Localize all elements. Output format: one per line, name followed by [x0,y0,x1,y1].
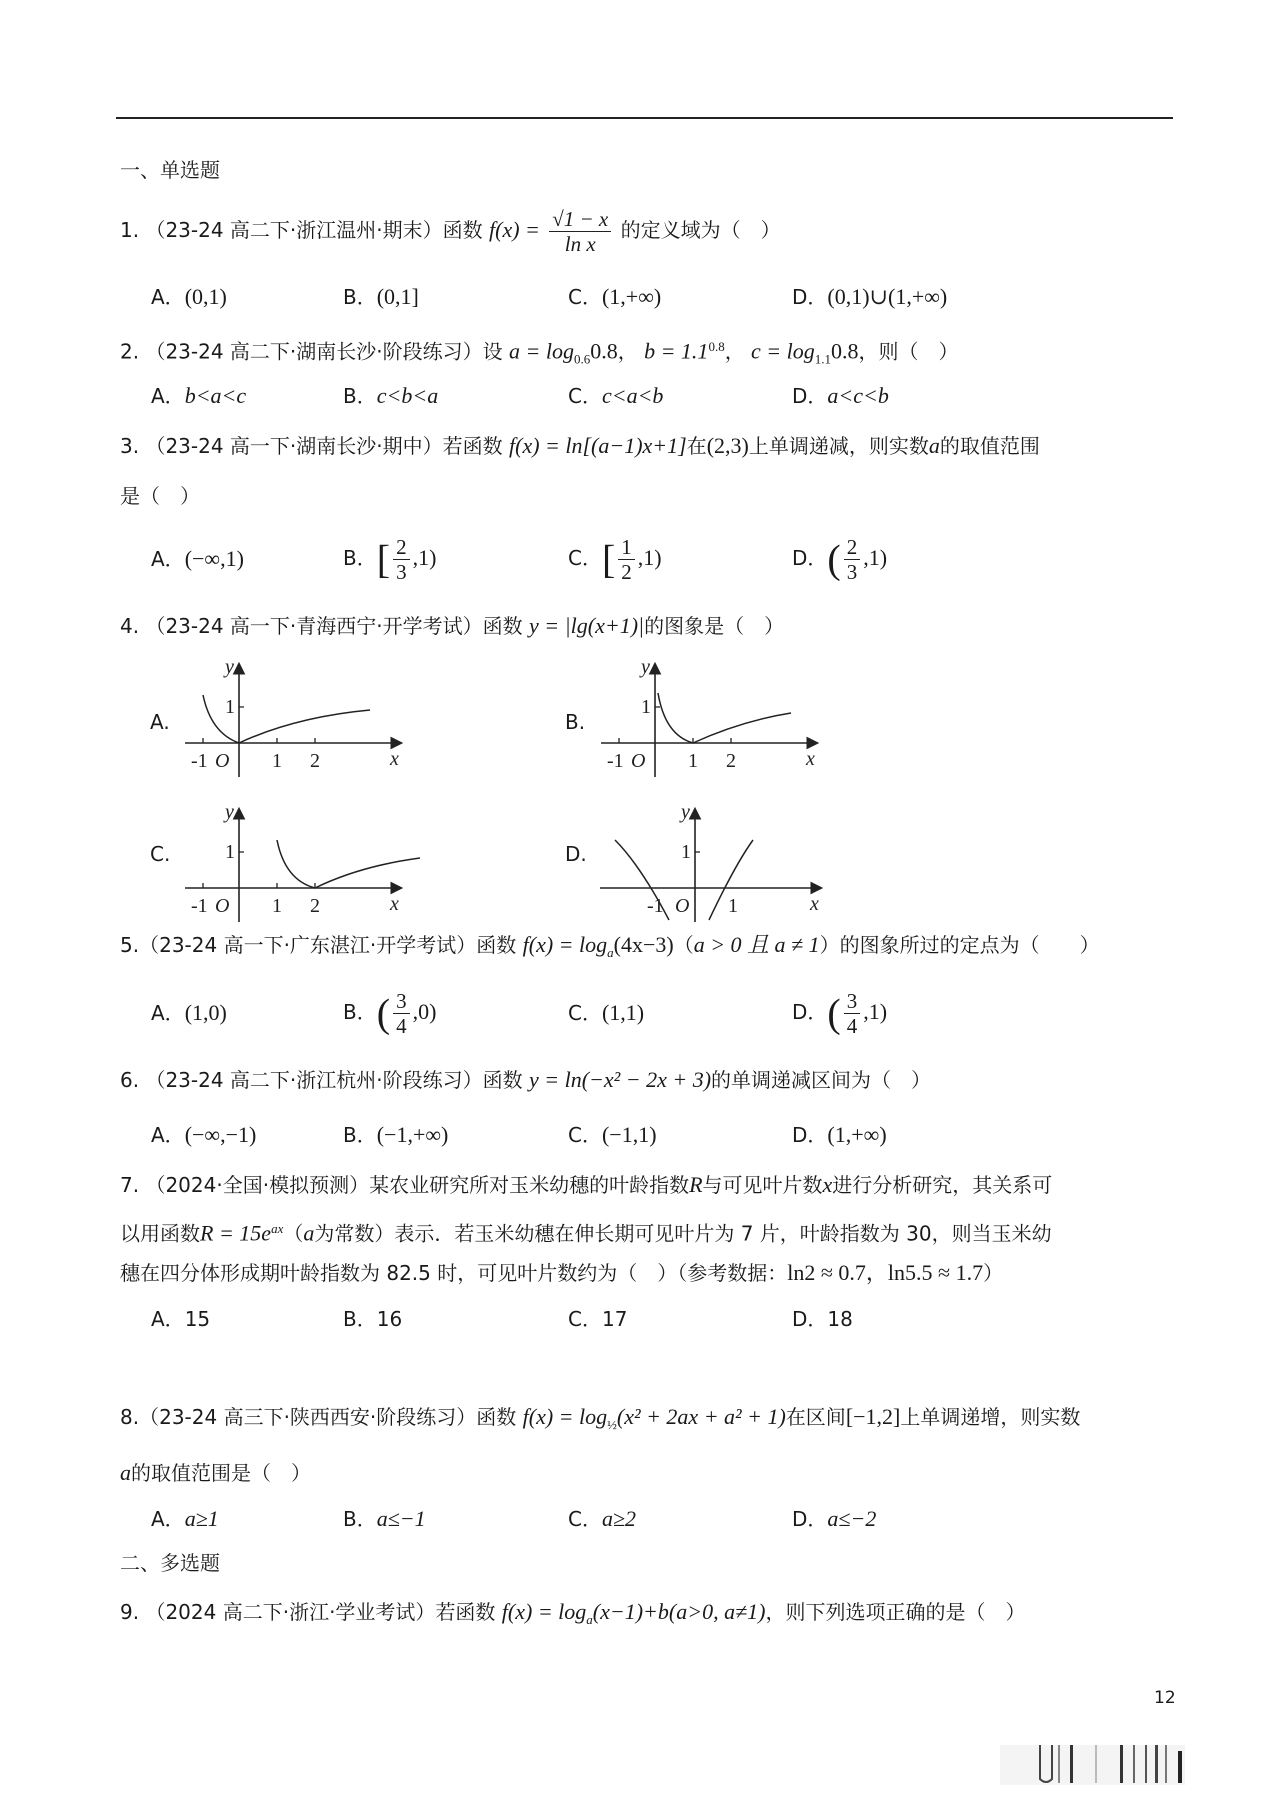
q-text: 的取值范围是（ ） [131,1461,311,1485]
q-text: 若函数 [435,1600,496,1624]
option-c[interactable]: C．(1,1) [568,1000,645,1025]
svg-text:-1: -1 [647,895,664,917]
question-9 [120,1598,1025,1634]
option-b[interactable]: B．(−1,+∞) [343,1122,449,1147]
q-text: 函数 [442,218,483,242]
svg-text:O: O [215,750,230,772]
option-c[interactable]: C．c<a<b [568,383,664,408]
question-4 [120,612,784,640]
math: f(x) = log [522,932,608,957]
svg-text:x: x [390,748,399,770]
svg-text:1: 1 [728,895,738,917]
svg-text:O: O [675,895,690,917]
q-source: （23-24 高一下·广东湛江·开学考试） [139,933,477,957]
fraction [549,207,611,256]
option-a[interactable]: A．15 [151,1307,211,1331]
svg-text:x: x [806,748,815,770]
svg-text:y: y [681,801,690,823]
question-7 [120,1171,1052,1199]
graph-c-label[interactable]: C. [150,842,171,866]
q-text: 为常数）表示．若玉米幼穗在伸长期可见叶片为 7 片，叶龄指数为 30，则当玉米幼 [314,1221,1052,1246]
svg-text:y: y [641,656,650,678]
graph-b-label[interactable]: B. [565,710,586,734]
q-number: 6. [120,1068,140,1092]
svg-text:1: 1 [641,696,651,718]
question-8 [120,1403,1080,1439]
q-source: （2024 高二下·浙江·学业考试） [145,1600,436,1624]
svg-text:1: 1 [272,750,282,772]
math: [−1,2] [845,1404,901,1429]
q-source: （23-24 高二下·浙江杭州·阶段练习） [145,1068,483,1092]
math-sup: ax [271,1221,284,1236]
q-number: 7. [120,1173,140,1197]
q-text: 以用函数 [120,1221,200,1246]
q-source: （23-24 高一下·青海西宁·开学考试） [145,614,483,638]
question-5 [120,931,1100,967]
graph-d[interactable] [595,800,835,925]
svg-text:y: y [225,801,234,823]
math: (x² + 2ax + a² + 1) [616,1404,786,1429]
q-text: ）的图象所过的定点为（ ） [819,933,1100,957]
option-b[interactable]: B．16 [343,1307,403,1331]
math-sub: a [586,1612,593,1627]
option-d[interactable]: D．( $\frac{3}{4}$ ,1) [792,989,888,1038]
question-6 [120,1066,931,1094]
option-c[interactable]: C．(−1,1) [568,1122,657,1147]
svg-text:2: 2 [726,750,736,772]
curve [658,693,791,743]
option-a[interactable]: A．a≥1 [151,1506,219,1531]
svg-text:y: y [225,656,234,678]
section-heading-single-choice: 一、单选题 [120,158,220,182]
math: 0.8 [590,338,618,364]
svg-text:2: 2 [310,895,320,917]
question-3 [120,432,1040,460]
svg-text:x: x [810,893,819,915]
option-b[interactable]: B．c<b<a [343,383,439,408]
q-number: 9. [120,1600,140,1624]
math: f(x) = log [501,1599,587,1624]
graph-d-label[interactable]: D. [565,842,587,866]
svg-text:1: 1 [225,841,235,863]
option-d[interactable]: D．(1,+∞) [792,1122,887,1147]
math: f(x) = log [522,1404,608,1429]
scan-artifact [1000,1745,1185,1785]
math: a = log [509,338,574,364]
q-text: 函数 [476,1405,517,1429]
option-a[interactable]: A．(−∞,−1) [151,1122,257,1147]
q-text: 函数 [476,933,517,957]
math: (4x−3) [613,932,674,957]
graph-c[interactable] [175,800,425,925]
numerator: √1 − x [549,207,611,232]
math: a [303,1220,315,1246]
option-c[interactable]: C．[ $\frac{1}{2}$ ,1) [568,535,662,584]
math: 0.8 [831,338,859,364]
q-text: 在 [686,434,707,458]
math: f(x) = [489,217,540,242]
q-number: 2. [120,339,140,364]
math: a > 0 且 a ≠ 1 [693,932,820,957]
q-number: 8. [120,1405,140,1429]
q-number: 4. [120,614,140,638]
svg-text:1: 1 [681,841,691,863]
math-sub: 0.6 [573,351,591,367]
option-b[interactable]: B．( $\frac{3}{4}$ ,0) [343,989,437,1038]
math: c = log [751,338,815,364]
question-7-line-3 [120,1259,1003,1287]
math: ln2 ≈ 0.7，ln5.5 ≈ 1.7 [787,1260,984,1285]
option-d[interactable]: D．a<c<b [792,383,889,408]
option-d[interactable]: D．18 [792,1307,853,1331]
math-sub: ½ [607,1417,617,1432]
denominator: ln x [564,232,596,256]
option-a[interactable]: A．(−∞,1) [151,546,244,571]
math: R = 15e [200,1220,272,1246]
q-number: 1. [120,218,140,242]
math: y = |lg(x+1)| [529,613,645,638]
math: R [689,1172,703,1197]
option-b[interactable]: B．a≤−1 [343,1506,426,1531]
q-text: （ [283,1221,304,1246]
q-text: ） [983,1261,1004,1285]
q-text: 在区间 [785,1405,846,1429]
page-number: 12 [1154,1688,1176,1708]
svg-text:-1: -1 [191,750,208,772]
option-b[interactable]: B．[ $\frac{2}{3}$ ,1) [343,535,437,584]
math: (2,3) [706,433,749,458]
math: a [120,1460,131,1485]
q-text: 穗在四分体形成期叶龄指数为 82.5 时，可见叶片数约为（ ）（参考数据： [120,1261,788,1285]
q-text: 若函数 [442,434,503,458]
q-text: 的图象是（ ） [644,614,785,638]
graph-a-label[interactable]: A. [150,710,170,734]
q-text: 的取值范围 [939,434,1040,458]
math: b = 1.1 [644,338,709,364]
q-source: （23-24 高三下·陕西西安·阶段练习） [139,1405,477,1429]
q-source: （23-24 高二下·湖南长沙·阶段练习） [145,339,483,364]
svg-text:1: 1 [272,895,282,917]
q-text: 设 [482,339,503,364]
q-source: （23-24 高二下·浙江温州·期末） [145,218,443,242]
option-a[interactable]: A．(0,1) [151,284,227,309]
q-text: （ [673,933,694,957]
svg-text:1: 1 [225,696,235,718]
q-text: 函数 [482,614,523,638]
math-sub: 1.1 [814,351,832,367]
svg-text:-1: -1 [607,750,624,772]
option-a[interactable]: A．b<a<c [151,383,247,408]
q-text: 某农业研究所对玉米幼穗的叶龄指数 [369,1173,690,1197]
curve [277,840,420,888]
option-b[interactable]: B．(0,1] [343,284,419,309]
svg-text:x: x [390,893,399,915]
question-1 [120,200,781,260]
math: f(x) = ln[(a−1)x+1] [509,433,687,458]
q-text: 进行分析研究，其关系可 [832,1173,1053,1197]
option-d[interactable]: D．(0,1)∪(1,+∞) [792,284,948,309]
math: y = ln(−x² − 2x + 3) [529,1067,712,1092]
math: (x−1)+b(a>0, a≠1) [592,1599,766,1624]
q-text: 的单调递减区间为（ ） [711,1068,932,1092]
section-heading-multi-choice: 二、多选题 [120,1551,220,1575]
option-c[interactable]: C．17 [568,1307,628,1331]
option-c[interactable]: C．(1,+∞) [568,284,662,309]
graph-b[interactable] [591,655,831,780]
svg-text:O: O [215,895,230,917]
svg-text:-1: -1 [191,895,208,917]
q-text: 的定义域为（ ） [620,218,781,242]
q-text: 上单调递增，则实数 [900,1405,1081,1429]
q-text: ， [724,339,745,364]
q-number: 5. [120,933,140,957]
svg-text:2: 2 [310,750,320,772]
option-a[interactable]: A．(1,0) [151,1000,227,1025]
math: a [928,433,940,458]
math-sup: 0.8 [708,339,725,354]
question-2 [120,333,959,374]
question-8-line-2 [120,1459,311,1487]
question-7-line-2 [120,1215,1052,1248]
q-source: （2024·全国·模拟预测） [145,1173,370,1197]
svg-text:O: O [631,750,646,772]
header-rule [116,117,1173,119]
option-d[interactable]: D．( $\frac{2}{3}$ ,1) [792,535,888,584]
q-source: （23-24 高一下·湖南长沙·期中） [145,434,443,458]
q-text: 函数 [482,1068,523,1092]
option-c[interactable]: C．a≥2 [568,1506,637,1531]
q-text: ，则（ ） [858,339,959,364]
math-sub: a [607,945,614,960]
q-text: ， [617,339,638,364]
q-text: 上单调递减，则实数 [748,434,929,458]
question-3-cont: 是（ ） [120,484,200,508]
math: x [822,1172,833,1197]
q-text: ，则下列选项正确的是（ ） [765,1600,1026,1624]
graph-a[interactable] [175,655,415,780]
option-d[interactable]: D．a≤−2 [792,1506,877,1531]
svg-text:1: 1 [688,750,698,772]
q-text: 与可见叶片数 [702,1173,823,1197]
q-number: 3. [120,434,140,458]
